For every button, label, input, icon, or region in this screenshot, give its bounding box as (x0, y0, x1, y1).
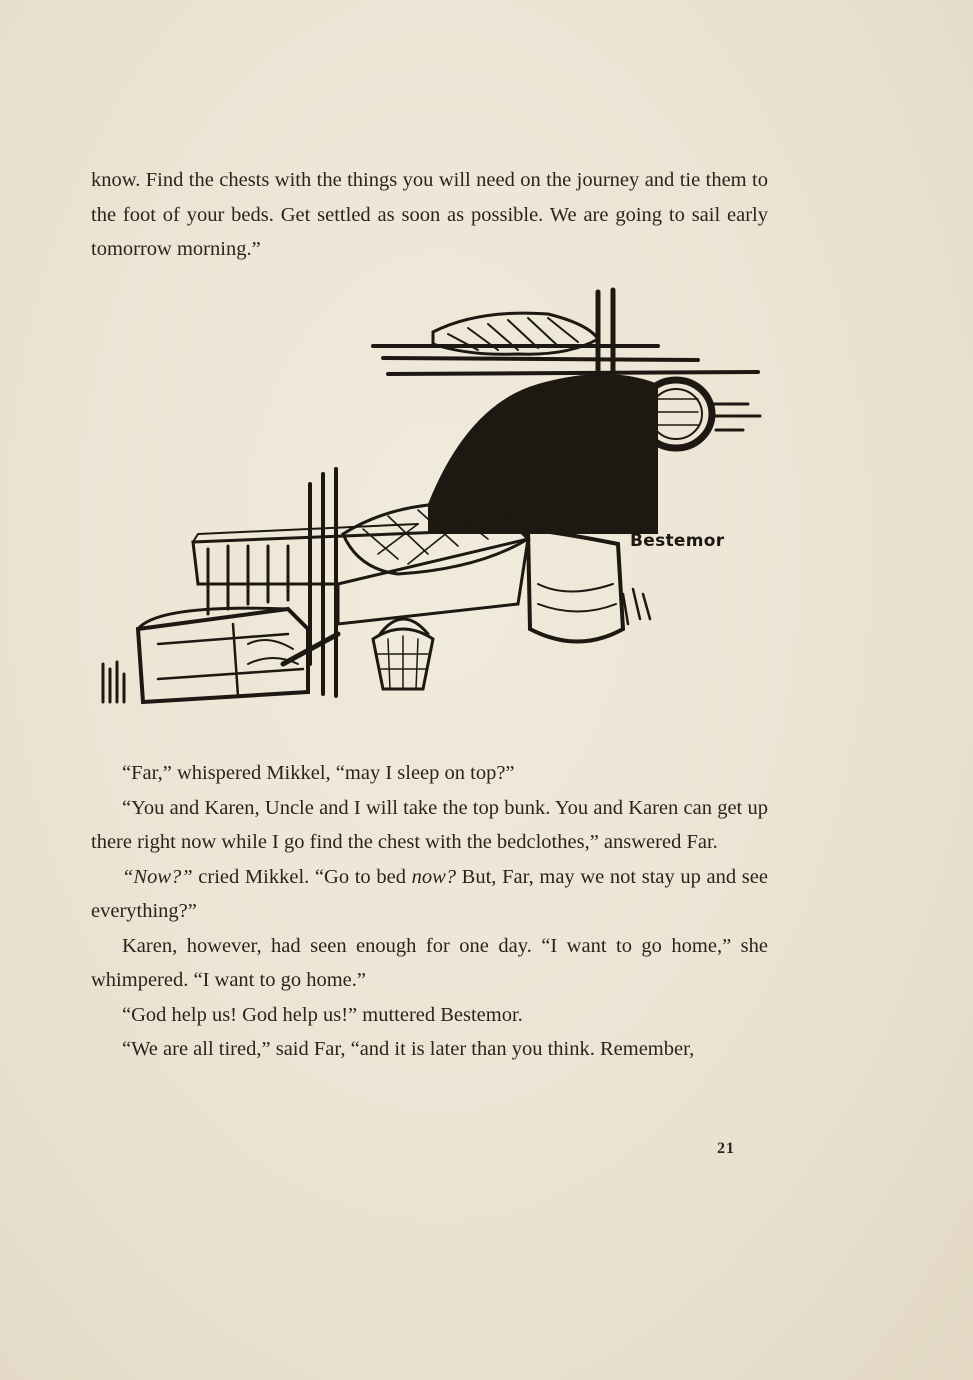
paragraph (91, 860, 768, 929)
paragraph: “Far,” whispered Mikkel, “may I sleep on top?” (122, 762, 515, 784)
bestemor-illustration (98, 284, 766, 716)
bottom-text-block (91, 756, 768, 1067)
paragraph-continued: know. Find the chests with the things you will need on the journey and tie them to the foot of your beds. Get settled as soon as possible. We are going to sail early tomorrow morning.” (91, 169, 768, 260)
paragraph-text: cried Mikkel. “Go to bed (192, 865, 412, 888)
page-number: 21 (717, 1140, 735, 1157)
illustration-caption: Bestemor (630, 531, 725, 551)
italic-now: now? (411, 865, 457, 888)
paragraph: “God help us! God help us!” muttered Bestemor. (122, 1003, 523, 1026)
paragraph: “We are all tired,” said Far, “and it is later than you think. Remember, (122, 1038, 695, 1060)
top-text-block (91, 163, 768, 267)
italic-now-quote: “Now?” (122, 865, 193, 888)
paragraph: “You and Karen, Uncle and I will take the top bunk. You and Karen can get up there right now while I go find the chest with the bedclothes,” answered Far. (91, 796, 768, 853)
paragraph: Karen, however, had seen enough for one day. “I want to go home,” she whimpered. “I want to go home.” (91, 934, 768, 991)
paragraph-text: But, Far, may we not stay up and see everything?” (91, 865, 768, 922)
